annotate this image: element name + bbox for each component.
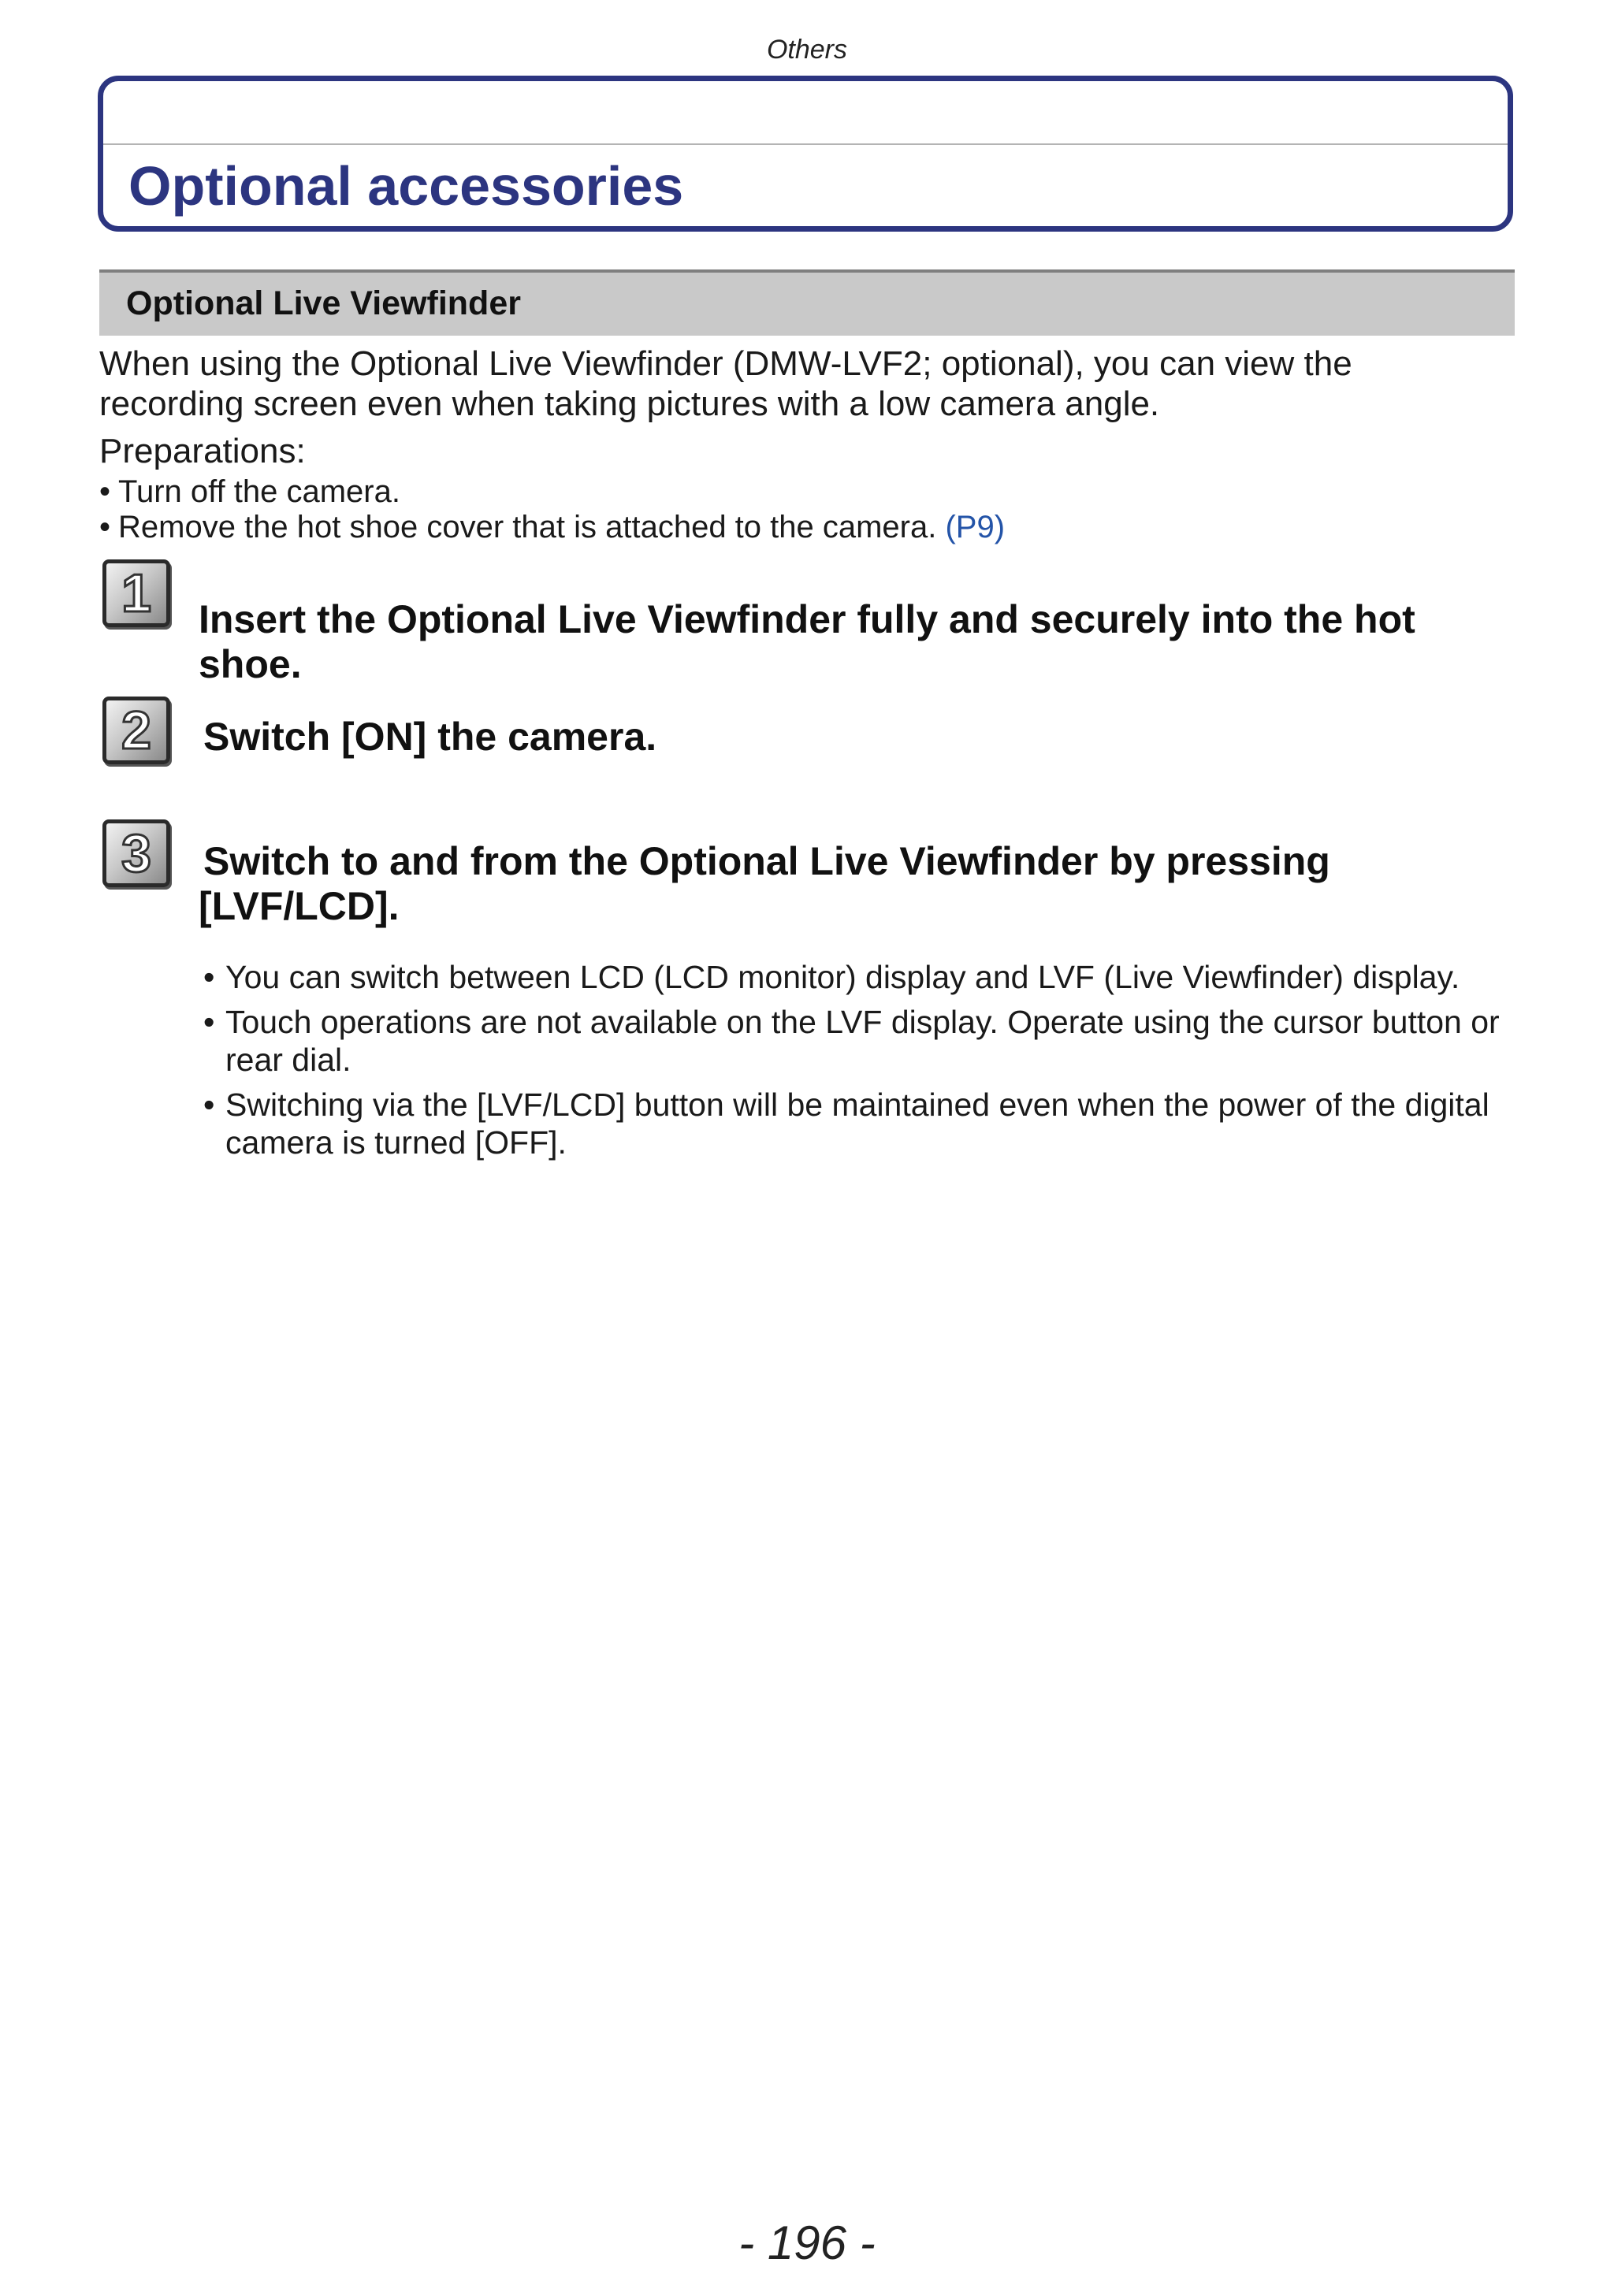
note-item: • Switching via the [LVF/LCD] button will be maintained even when the power of the digital camera is turned [OFF]. bbox=[199, 1086, 1515, 1161]
page-title-box bbox=[98, 76, 1513, 232]
title-box-divider bbox=[103, 143, 1508, 145]
intro-paragraph bbox=[99, 344, 1502, 424]
step-1-text: Insert the Optional Live Viewfinder fully and securely into the hot shoe. bbox=[199, 597, 1415, 686]
preparations-list bbox=[99, 474, 1502, 545]
step-3-number-icon: 3 bbox=[102, 819, 170, 887]
note-item: • Touch operations are not available on the LVF display. Operate using the cursor button or rear dial. bbox=[199, 1003, 1515, 1079]
preparations-label: Preparations: bbox=[99, 432, 306, 470]
preparation-item-text: Remove the hot shoe cover that is attached to the camera. bbox=[118, 510, 946, 544]
intro-text: When using the Optional Live Viewfinder (DMW-LVF2; optional), you can view the recording screen even when taking pictures with a low camera angle. bbox=[99, 344, 1352, 423]
preparation-item bbox=[99, 510, 1502, 545]
step-2-number-icon: 2 bbox=[102, 697, 170, 764]
page-reference-link[interactable]: (P9) bbox=[945, 510, 1006, 544]
step-3-text: Switch to and from the Optional Live Viewfinder by pressing [LVF/LCD]. bbox=[199, 839, 1330, 928]
step-2-text: Switch [ON] the camera. bbox=[203, 715, 657, 759]
preparation-item bbox=[99, 474, 1502, 510]
step-1-number-icon: 1 bbox=[102, 559, 170, 627]
section-heading-bar bbox=[99, 269, 1515, 336]
note-item: • You can switch between LCD (LCD monitor) display and LVF (Live Viewfinder) display. bbox=[199, 958, 1515, 996]
preparation-item-text: Turn off the camera. bbox=[118, 474, 400, 509]
page-title: Optional accessories bbox=[128, 155, 684, 217]
running-head: Others bbox=[766, 35, 848, 65]
notes-list bbox=[199, 958, 1515, 1168]
section-heading: Optional Live Viewfinder bbox=[126, 284, 521, 322]
page-number: - 196 - bbox=[738, 2216, 876, 2269]
